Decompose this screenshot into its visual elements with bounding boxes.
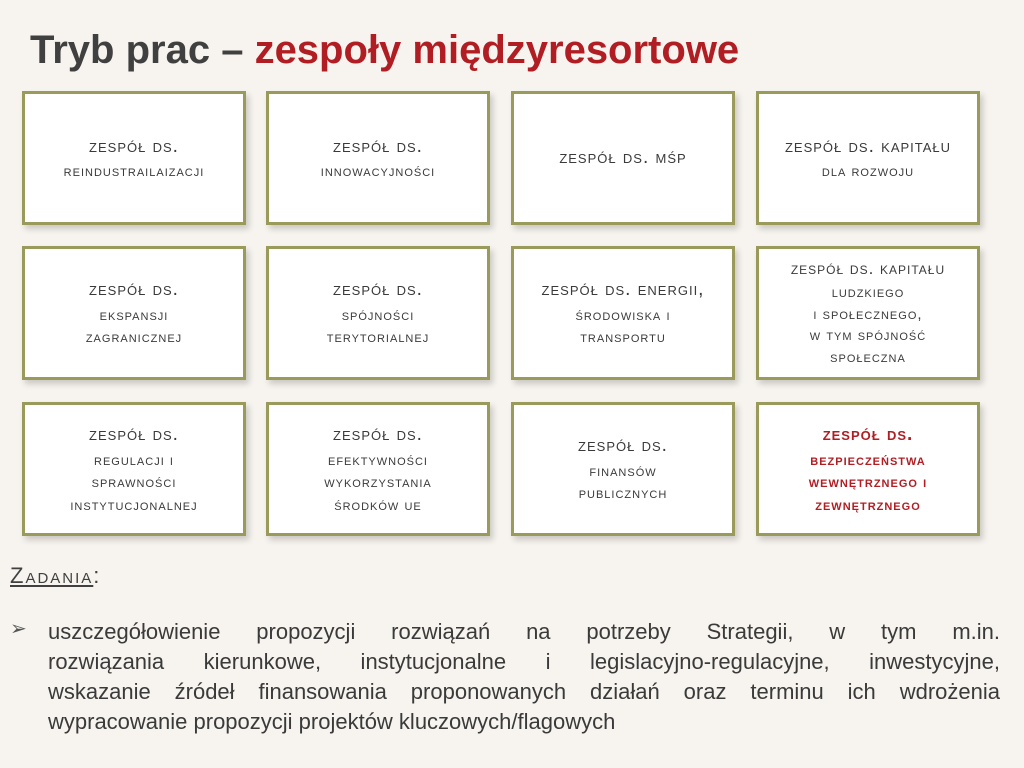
team-box-regulation <box>22 402 246 536</box>
team-box-line: w tym spójność <box>809 327 927 345</box>
tasks-text <box>48 617 1000 737</box>
task-line: uszczegółowienie propozycji rozwiązań na potrzeby Strategii, w tym m.in. <box>48 619 1000 644</box>
team-box-msp <box>511 91 735 225</box>
team-box-line: innowacyjności <box>320 163 436 180</box>
task-line: rozwiązania kierunkowe, instytucjonalne i legislacyjno-regulacyjne, inwestycyjne, <box>48 649 1000 674</box>
team-box-line: zespół ds. <box>89 135 179 157</box>
team-box-line: społeczna <box>830 349 906 367</box>
team-box-line: zespół ds. <box>578 435 668 457</box>
team-box-line: dla rozwoju <box>821 163 915 180</box>
team-box-reindustrialization <box>22 91 246 225</box>
team-box-line: terytorialnej <box>326 329 430 347</box>
team-box-line: zewnętrznego <box>815 496 921 514</box>
team-box-public-finance <box>511 402 735 536</box>
team-box-line: zespół ds. kapitału <box>790 259 946 279</box>
team-box-line: zespół ds. mśp <box>559 146 687 168</box>
team-box-line: reindustrailaizacji <box>63 163 205 180</box>
team-box-line: zagranicznej <box>85 329 183 347</box>
team-box-innovation <box>266 91 490 225</box>
team-box-line: zespół ds. kapitału <box>784 135 952 157</box>
bullet-arrow-icon: ➢ <box>10 618 27 640</box>
team-box-line: regulacji i <box>94 451 174 469</box>
team-box-human-social-capital <box>756 246 980 380</box>
team-box-line: zespół ds. <box>333 424 423 445</box>
team-box-line: zespół ds. <box>822 424 914 445</box>
team-box-line: instytucjonalnej <box>70 496 198 514</box>
team-box-line: ludzkiego <box>831 283 905 301</box>
team-box-line: bezpieczeństwa <box>810 451 926 469</box>
title-accent: zespoły międzyresortowe <box>254 28 740 72</box>
team-box-line: wewnętrznego i <box>808 474 928 491</box>
team-box-line: finansów <box>589 462 657 480</box>
team-box-line: zespół ds. <box>89 279 179 301</box>
team-box-line: środowiska i <box>575 306 671 324</box>
team-box-line: zespół ds. <box>89 424 179 445</box>
tasks-heading <box>10 563 101 589</box>
team-box-line: i społecznego, <box>813 305 923 323</box>
team-box-line: wykorzystania <box>324 474 432 491</box>
team-box-security <box>756 402 980 536</box>
task-line: wypracowanie propozycji projektów kluczowych/flagowych <box>48 709 616 734</box>
page-title <box>30 28 739 73</box>
team-box-line: spójności <box>341 306 415 324</box>
team-box-territorial-cohesion <box>266 246 490 380</box>
team-box-line: zespół ds. <box>333 279 423 301</box>
team-box-eu-funds-efficiency <box>266 402 490 536</box>
team-box-line: sprawności <box>91 474 177 491</box>
task-line: wskazanie źródeł finansowania proponowanych działań oraz terminu ich wdrożenia <box>48 679 1000 704</box>
team-box-line: środków ue <box>334 496 422 514</box>
team-box-line: zespół ds. <box>333 135 423 157</box>
team-box-foreign-expansion <box>22 246 246 380</box>
tasks-heading-colon: : <box>93 563 102 588</box>
team-box-energy-environment-transport <box>511 246 735 380</box>
team-box-line: transportu <box>580 329 666 347</box>
team-box-development-capital <box>756 91 980 225</box>
team-box-line: efektywności <box>327 451 428 469</box>
title-main: Tryb prac – <box>30 28 255 72</box>
tasks-heading-text: Zadania <box>10 563 94 588</box>
team-box-line: zespół ds. energii, <box>541 279 705 301</box>
team-box-line: publicznych <box>578 485 668 503</box>
team-box-line: ekspansji <box>99 306 169 324</box>
